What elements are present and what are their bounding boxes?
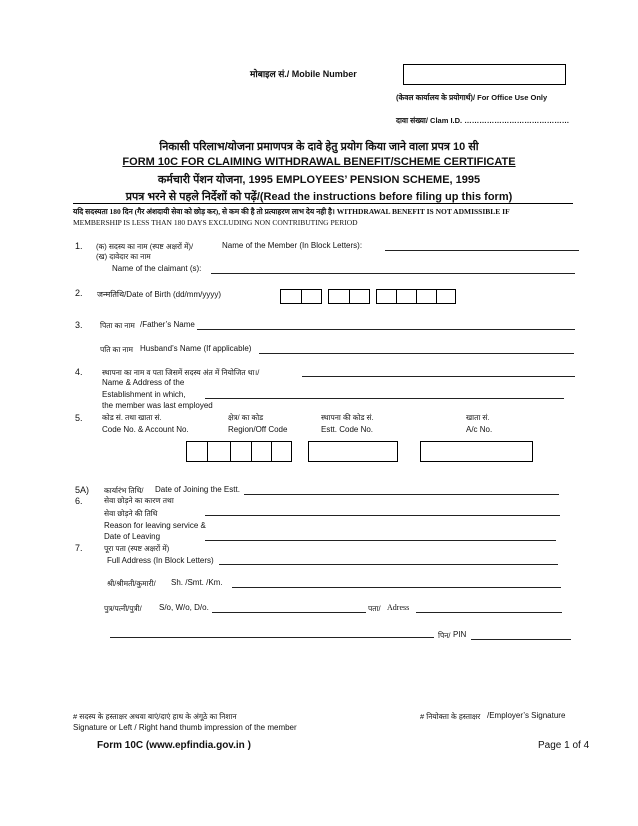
salutation-label-hi: श्री/श्रीमती/कुमारी/ [107,579,156,588]
leaving-reason-field-1[interactable] [205,515,560,516]
title-divider [73,203,573,204]
notice-line2: MEMBERSHIP IS LESS THAN 180 DAYS EXCLUDING NON CONTRIBUTING PERIOD [73,218,358,227]
salutation-label: Sh. /Smt. /Km. [171,578,223,587]
mobile-number-box[interactable] [403,64,566,85]
member-name-label-hi: (क) सदस्य का नाम (स्पष्ट अक्षरों में)/ [96,242,194,251]
item-number-3: 3. [75,320,83,330]
mobile-label: मोबाइल सं./ Mobile Number [250,69,357,79]
english-title: FORM 10C FOR CLAIMING WITHDRAWAL BENEFIT/SCHEME CERTIFICATE [122,156,516,168]
joining-date-label: Date of Joining the Estt. [155,485,240,494]
employer-signature-label-hi: # नियोक्ता के हस्ताक्षर [420,712,481,721]
estt-code-label: Estt. Code No. [321,425,374,434]
item-number-1: 1. [75,241,83,251]
item-number-5: 5. [75,413,83,423]
joining-date-field[interactable] [244,494,559,495]
code-account-label: Code No. & Account No. [102,425,189,434]
establishment-field-1[interactable] [302,376,575,377]
item-number-5a: 5A) [75,485,90,495]
father-name-label: /Father’s Name [140,320,195,329]
footer-form-id: Form 10C (www.epfindia.gov.in ) [97,740,251,751]
address-field[interactable] [219,564,558,565]
pin-label: PIN [453,630,467,639]
claimant-name-label-hi: (ख) दावेदार का नाम [96,252,151,261]
account-no-box[interactable] [420,441,533,462]
establishment-label-3: the member was last employed [102,401,213,410]
member-signature-label-hi: # सदस्य के हस्ताक्षर अथवा बाएं/दाएं हाथ के अंगूठे का निशान [73,712,237,721]
pin-label-hi: पिन/ [438,631,451,640]
relation-field[interactable] [212,612,366,613]
establishment-label-1: Name & Address of the [102,378,185,387]
leaving-date-field[interactable] [205,540,556,541]
estt-code-box[interactable] [308,441,398,462]
leaving-date-label: Date of Leaving [104,532,161,541]
region-code-boxes[interactable] [186,441,292,462]
dob-year-box[interactable] [376,289,456,304]
member-name-field[interactable] [385,250,579,251]
pin-field[interactable] [471,639,571,640]
region-code-label: Region/Off Code [228,425,288,434]
address-line-2-field[interactable] [110,637,434,638]
address-line-label-hi: पता/ [368,604,381,613]
item-number-6: 6. [75,496,83,506]
husband-name-field[interactable] [259,353,574,354]
joining-date-label-hi: कार्यारंभ तिथि/ [104,486,144,495]
member-signature-label: Signature or Left / Right hand thumb impression of the member [73,723,297,732]
address-line-field[interactable] [416,612,562,613]
father-name-label-hi: पिता का नाम [100,321,135,330]
item-number-4: 4. [75,367,83,377]
account-no-label: A/c No. [466,425,493,434]
address-label: Full Address (In Block Letters) [107,556,214,565]
establishment-label-2: Establishment in which, [102,390,186,399]
claim-id-label: दावा संख्या/ Clam I.D. …………………………………… [396,116,570,125]
relation-label-hi: पुत्र/पत्नी/पुत्री/ [104,604,142,613]
scheme-title: कर्मचारी पेंशन योजना, 1995 EMPLOYEES’ PENSION SCHEME, 1995 [157,174,481,186]
address-label-hi: पूरा पता (स्पष्ट अक्षरों में) [104,544,170,553]
leaving-reason-label: Reason for leaving service & [104,521,206,530]
claimant-name-label: Name of the claimant (s): [112,264,202,273]
code-account-label-hi: कोड सं. तथा खाता सं. [102,413,162,422]
member-name-label: Name of the Member (In Block Letters): [222,241,363,250]
address-line-label: Adress [387,603,410,612]
dob-day-box[interactable] [280,289,322,304]
notice-line1: यदि सदस्यता 180 दिन (गैर अंशदायी सेवा को छोड़ कर), से कम की है तो प्रत्याहरण लाभ देय नही है। WITHDRAWAL BENEFIT IS NOT ADMISSIBLE IF [73,207,510,216]
employer-signature-label: /Employer’s Signature [487,711,566,720]
father-name-field[interactable] [197,329,575,330]
footer-page-number: Page 1 of 4 [538,740,590,751]
dob-month-box[interactable] [328,289,370,304]
relation-label: S/o, W/o, D/o. [159,603,209,612]
instructions-title: प्रपत्र भरने से पहले निर्देशों को पढ़ें/(Read the instructions before filing up this form) [125,191,513,203]
estt-code-label-hi: स्थापना की कोड सं. [321,413,374,422]
item-number-2: 2. [75,288,83,298]
leaving-reason-label-hi: सेवा छोड़ने का कारण तथा [104,496,174,505]
claimant-name-field[interactable] [211,273,575,274]
husband-name-label: Husband’s Name (If applicable) [140,344,252,353]
region-code-label-hi: क्षेत्र/ का कोड [228,413,264,422]
establishment-field-2[interactable] [205,398,564,399]
establishment-label-hi: स्थापना का नाम व पता जिसमें सदस्य अंत में नियोजित था।/ [102,368,260,377]
leaving-date-label-hi: सेवा छोड़ने की तिथि [104,509,158,518]
hindi-title: निकासी परिलाभ/योजना प्रमाणपत्र के दावे हेतु प्रयोग किया जाने वाला प्रपत्र 10 सी [159,141,479,153]
office-use-label: (केवल कार्यालय के प्रयोगार्थ)/ For Office Use Only [396,93,548,102]
account-no-label-hi: खाता सं. [466,413,490,422]
item-number-7: 7. [75,543,83,553]
salutation-field[interactable] [232,587,561,588]
husband-name-label-hi: पति का नाम [100,345,133,354]
dob-label: जन्मतिथि/Date of Birth (dd/mm/yyyy) [97,290,221,299]
